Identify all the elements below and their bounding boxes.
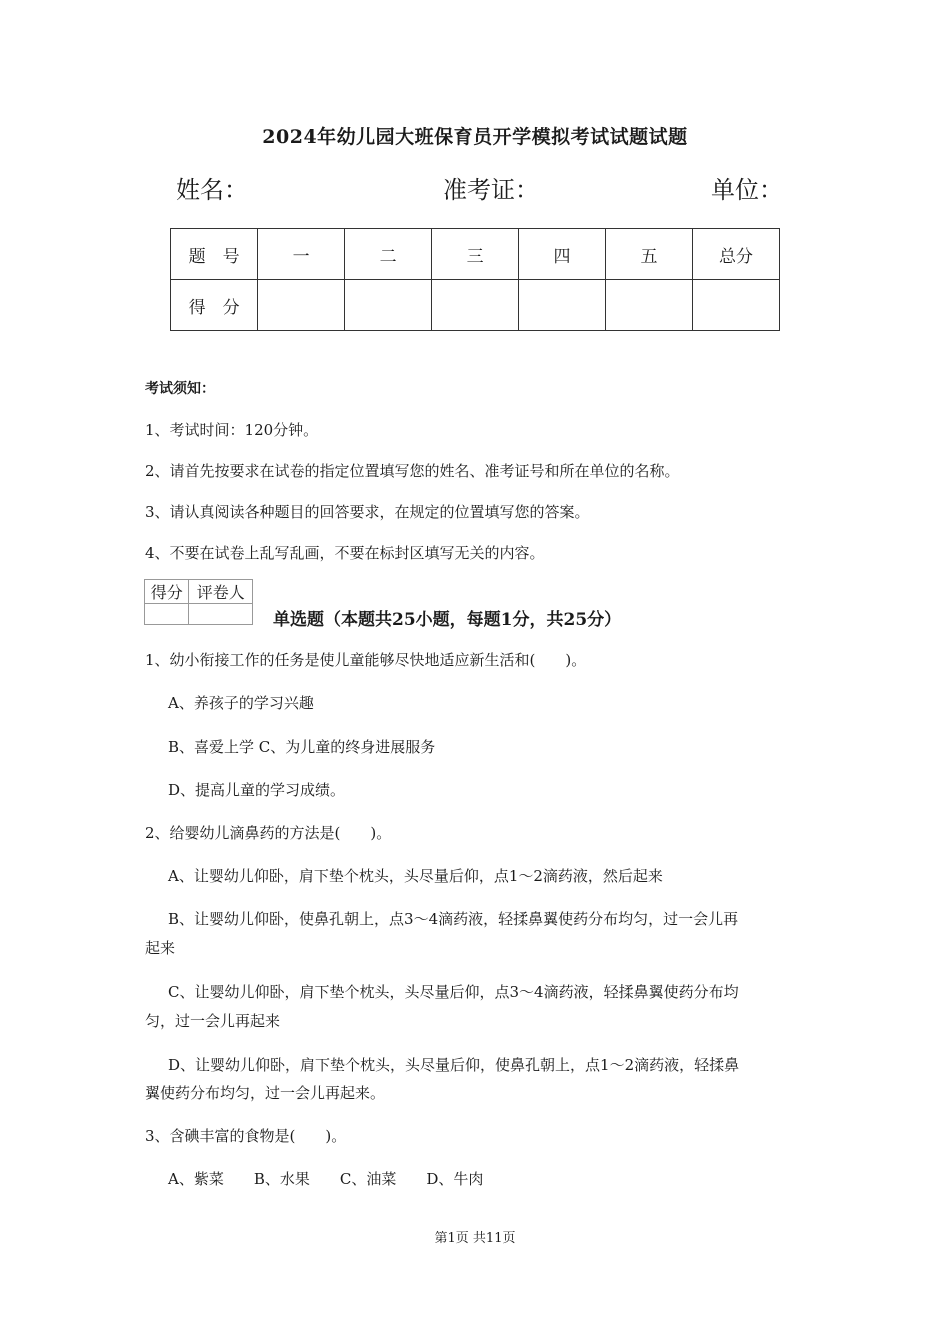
score-row-label: 得 分 xyxy=(171,280,258,331)
question-1: 1、幼小衔接工作的任务是使儿童能够尽快地适应新生活和( )。 xyxy=(145,651,587,669)
score-table-header-cell: 四 xyxy=(519,229,606,280)
score-cell xyxy=(692,280,779,331)
score-cell xyxy=(606,280,693,331)
option-2c-line2: 匀，过一会儿再起来 xyxy=(145,1012,281,1030)
score-cell xyxy=(519,280,606,331)
score-table-header-row xyxy=(171,229,780,280)
notice-item: 2、请首先按要求在试卷的指定位置填写您的姓名、准考证号和所在单位的名称。 xyxy=(145,462,680,480)
question-3: 3、含碘丰富的食物是( )。 xyxy=(145,1127,347,1145)
option-2b-line1: B、让婴幼儿仰卧，使鼻孔朝上，点3～4滴药液，轻揉鼻翼使药分布均匀，过一会儿再 xyxy=(168,910,739,928)
name-field-label: 姓名： xyxy=(176,176,248,204)
notice-item: 1、考试时间：120分钟。 xyxy=(145,421,319,439)
option-1d: D、提高儿童的学习成绩。 xyxy=(168,781,346,799)
page-footer: 第1页 共11页 xyxy=(434,1231,516,1246)
score-table-score-row xyxy=(171,280,780,331)
notice-heading: 考试须知： xyxy=(145,381,215,397)
grader-box xyxy=(144,579,253,625)
option-1a: A、养孩子的学习兴趣 xyxy=(168,694,314,712)
grader-score-cell xyxy=(145,604,189,625)
score-cell xyxy=(258,280,345,331)
grader-reviewer-label: 评卷人 xyxy=(189,580,253,604)
notice-item: 4、不要在试卷上乱写乱画，不要在标封区填写无关的内容。 xyxy=(145,544,545,562)
grader-score-label: 得分 xyxy=(145,580,189,604)
option-2b-line2: 起来 xyxy=(145,939,176,957)
notice-item: 3、请认真阅读各种题目的回答要求，在规定的位置填写您的答案。 xyxy=(145,503,590,521)
grader-reviewer-cell xyxy=(189,604,253,625)
score-table-header-cell: 二 xyxy=(345,229,432,280)
options-3: A、紫菜 B、水果 C、油菜 D、牛肉 xyxy=(168,1170,484,1188)
score-table-header-cell: 总分 xyxy=(692,229,779,280)
option-2d-line2: 翼使药分布均匀，过一会儿再起来。 xyxy=(145,1084,386,1102)
option-2a: A、让婴幼儿仰卧，肩下垫个枕头，头尽量后仰，点1～2滴药液，然后起来 xyxy=(168,867,663,885)
section-title: 单选题（本题共25小题，每题1分，共25分） xyxy=(273,610,622,630)
score-cell xyxy=(432,280,519,331)
score-table-header-cell: 一 xyxy=(258,229,345,280)
score-cell xyxy=(345,280,432,331)
exam-id-field-label: 准考证： xyxy=(443,176,539,204)
score-table-header-cell: 三 xyxy=(432,229,519,280)
unit-field-label: 单位： xyxy=(711,176,783,204)
score-table-header-cell: 题 号 xyxy=(171,229,258,280)
option-1b: B、喜爱上学 C、为儿童的终身进展服务 xyxy=(168,738,436,756)
score-table-header-cell: 五 xyxy=(606,229,693,280)
page-title: 2024年幼儿园大班保育员开学模拟考试试题试题 xyxy=(262,126,688,148)
option-2d-line1: D、让婴幼儿仰卧，肩下垫个枕头，头尽量后仰，使鼻孔朝上，点1～2滴药液，轻揉鼻 xyxy=(168,1056,740,1074)
question-2: 2、给婴幼儿滴鼻药的方法是( )。 xyxy=(145,824,392,842)
option-2c-line1: C、让婴幼儿仰卧，肩下垫个枕头，头尽量后仰，点3～4滴药液，轻揉鼻翼使药分布均 xyxy=(168,983,739,1001)
candidate-fields xyxy=(0,170,950,206)
score-table xyxy=(170,228,780,331)
